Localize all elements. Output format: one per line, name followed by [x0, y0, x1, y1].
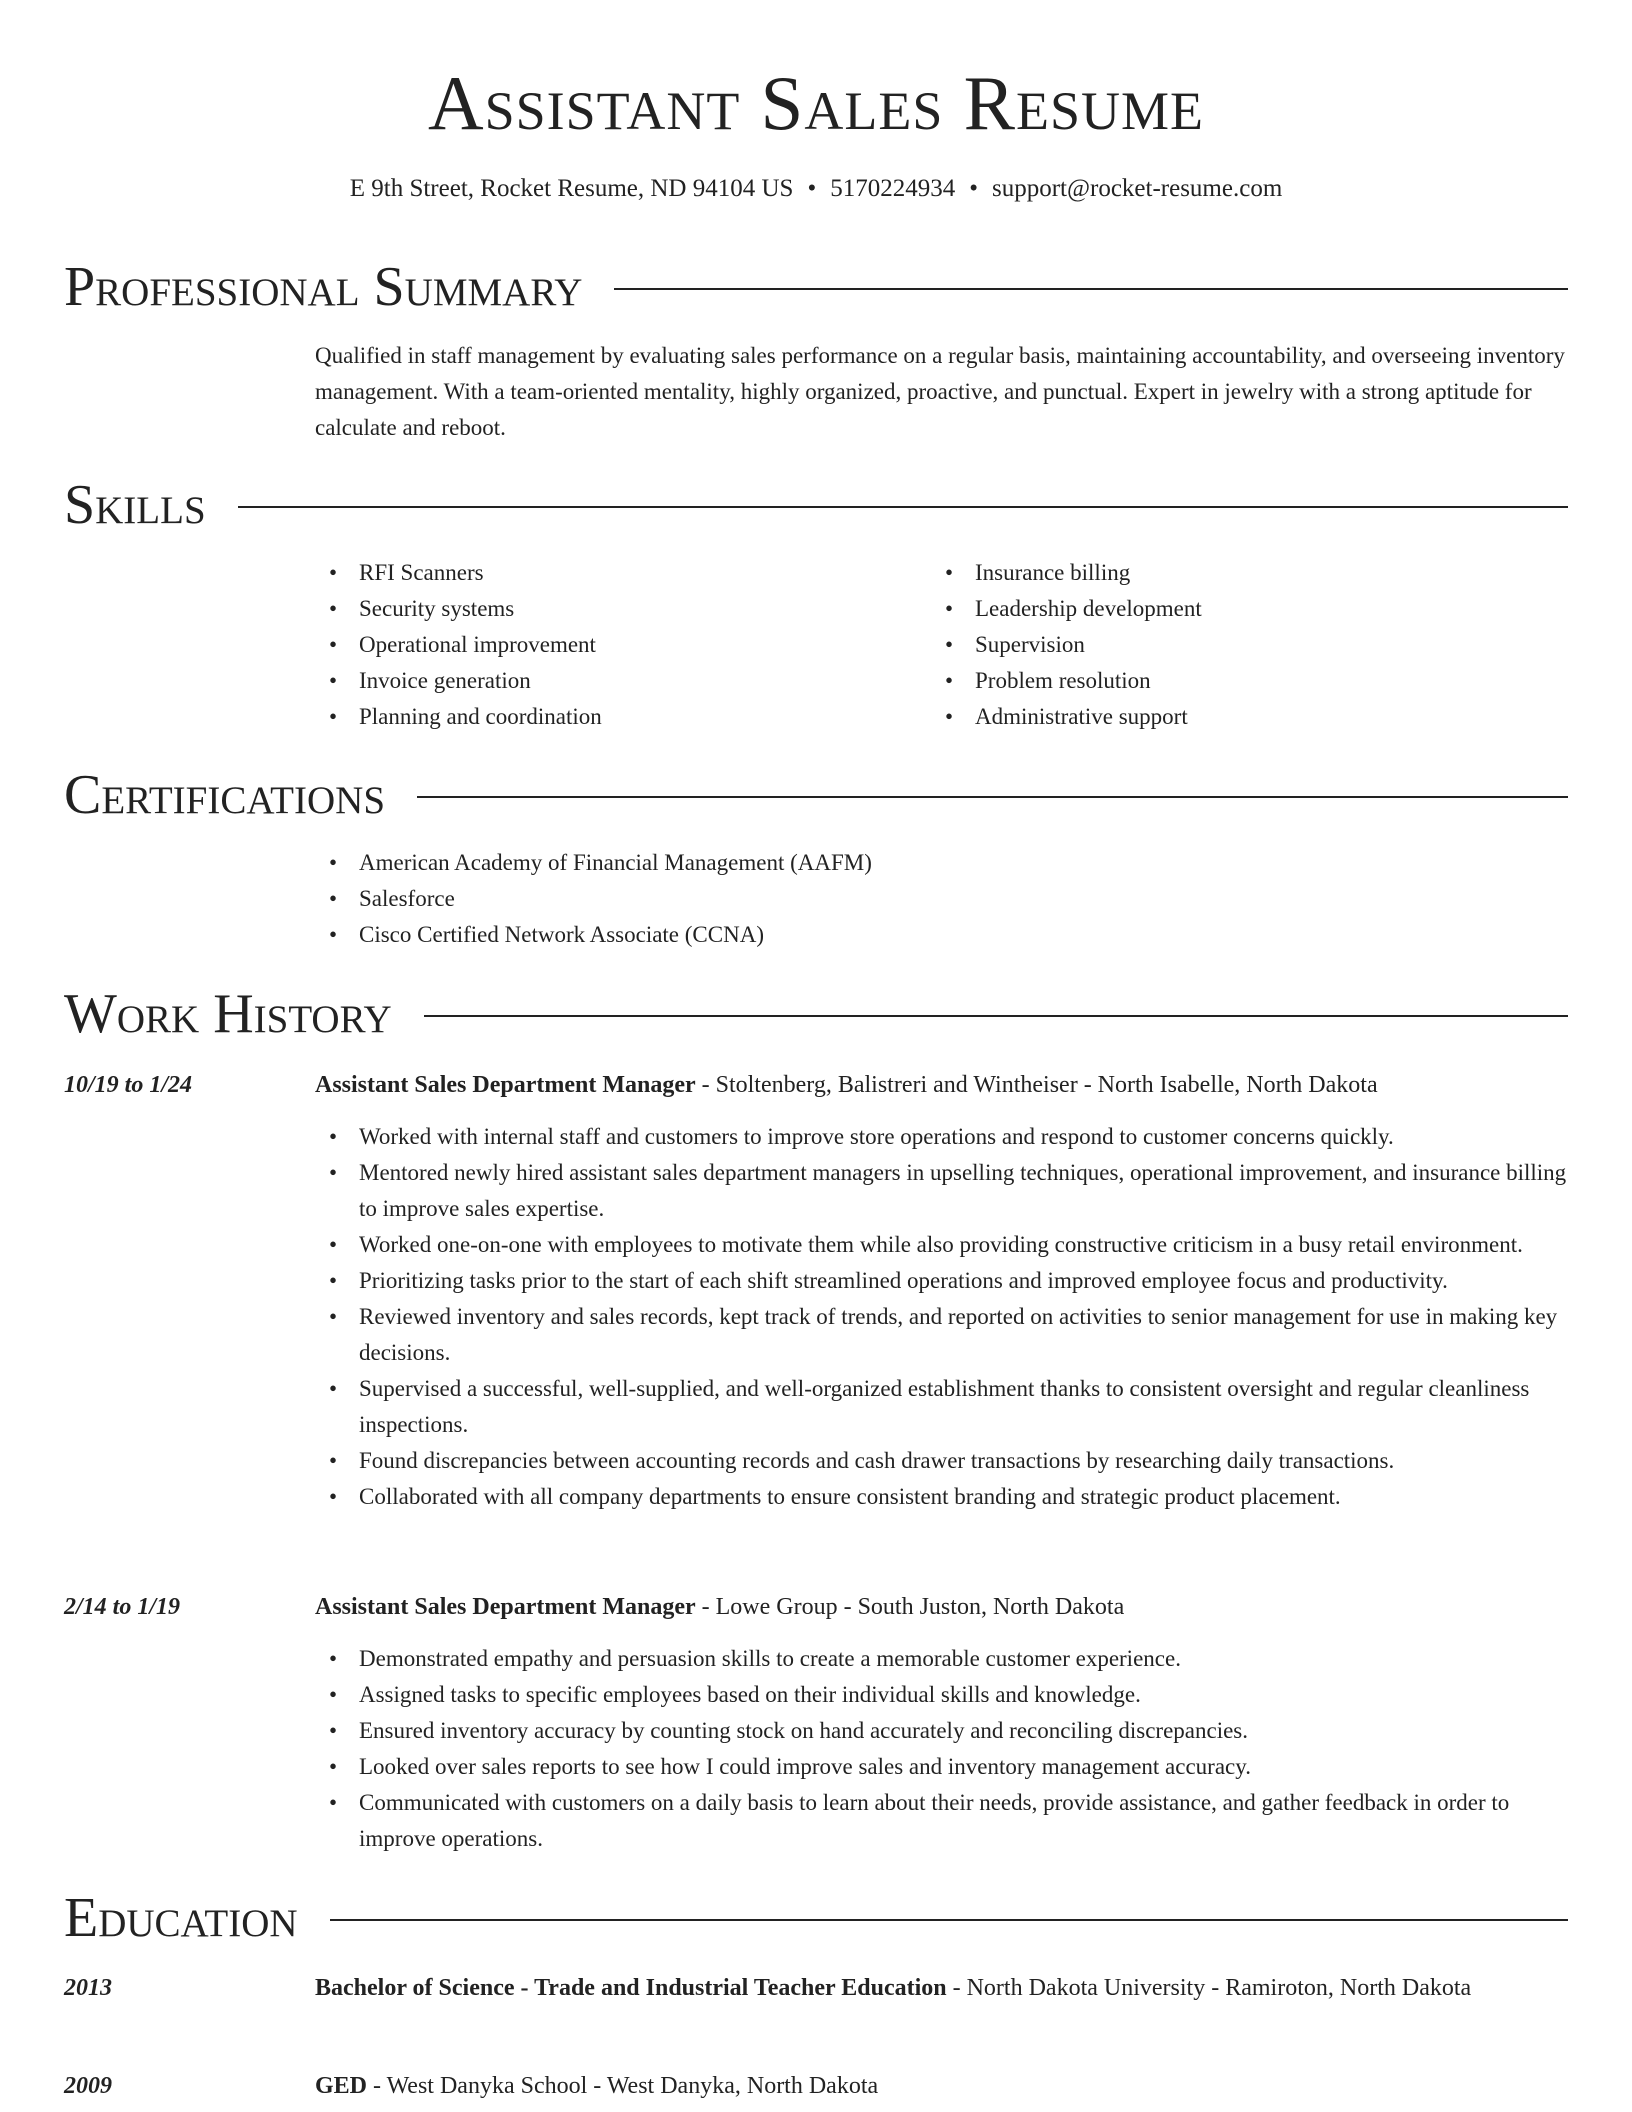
job-heading [315, 1588, 1568, 1626]
skill-item: • Problem resolution [931, 663, 1531, 699]
certification-item: • American Academy of Financial Management (AAFM) [315, 845, 1568, 881]
job-bullet: • Reviewed inventory and sales records, kept track of trends, and reported on activities to senior management for use in making key decisions. [315, 1299, 1568, 1371]
section-title: Certifications [64, 764, 386, 826]
job-bullet: • Found discrepancies between accounting records and cash drawer transactions by researching daily transactions. [315, 1443, 1568, 1479]
skill-item: • Planning and coordination [315, 699, 915, 735]
job-bullet: • Looked over sales reports to see how I could improve sales and inventory management accuracy. [315, 1749, 1568, 1785]
job-entry [315, 1066, 1568, 1104]
education-degree: GED [315, 2073, 368, 2099]
section-title: Skills [64, 474, 206, 536]
skills-column-right [931, 555, 1531, 735]
education-degree: Bachelor of Science - Trade and Industrial Teacher Education [315, 1975, 947, 2001]
certifications-block [315, 845, 1568, 953]
contact-email: support@rocket-resume.com [991, 175, 1283, 202]
resume-name: Assistant Sales Resume [427, 60, 1205, 146]
section-header-education [64, 1885, 1568, 1951]
section-header-work-history [64, 981, 1568, 1047]
section-header-certifications [64, 762, 1568, 828]
skill-item: • Insurance billing [931, 555, 1531, 591]
job-bullet: • Worked with internal staff and customers to improve store operations and respond to customer concerns quickly. [315, 1119, 1568, 1155]
education-line [315, 1969, 1568, 2007]
section-title: Professional Summary [64, 256, 583, 318]
education-entry [315, 1969, 1568, 2007]
section-title: Education [64, 1887, 298, 1949]
job-bullet: • Supervised a successful, well-supplied, and well-organized establishment thanks to consistent oversight and regular cleanliness inspections. [315, 1371, 1568, 1443]
skill-item: • Invoice generation [315, 663, 915, 699]
job-bullets [315, 1641, 1568, 1857]
job-bullets [315, 1119, 1568, 1515]
skills-column-left [315, 555, 915, 735]
section-header-skills [64, 472, 1568, 538]
contact-separator: • [807, 175, 817, 202]
contact-line [0, 172, 1632, 206]
skill-item: • Operational improvement [315, 627, 915, 663]
education-details: - North Dakota University - Ramiroton, North Dakota [946, 1975, 1472, 2001]
job-dates: 10/19 to 1/24 [64, 1072, 193, 1098]
job-entry [315, 1588, 1568, 1626]
summary-text: Qualified in staff management by evaluating sales performance on a regular basis, maintaining accountability, and overseeing inventory management. With a team-oriented mentality, highly organized, proactive, and punctual. Expert in jewelry with a strong aptitude for calculate and reboot. [315, 343, 1565, 440]
section-title: Work History [64, 983, 392, 1045]
summary-block [315, 338, 1568, 446]
section-divider [330, 1919, 1568, 1921]
job-bullet: • Collaborated with all company departments to ensure consistent branding and strategic product placement. [315, 1479, 1568, 1515]
skill-item: • RFI Scanners [315, 555, 915, 591]
job-heading [315, 1066, 1568, 1104]
education-line [315, 2067, 1568, 2105]
education-details: - West Danyka School - West Danyka, North Dakota [367, 2073, 879, 2099]
contact-phone: 5170224934 [830, 175, 956, 202]
education-year: 2013 [64, 1975, 112, 2001]
section-divider [614, 288, 1568, 290]
contact-separator: • [969, 175, 978, 202]
section-divider [424, 1015, 1568, 1017]
job-role: Assistant Sales Department Manager [315, 1072, 696, 1098]
skill-item: • Supervision [931, 627, 1531, 663]
job-dates: 2/14 to 1/19 [64, 1594, 181, 1620]
contact-address: E 9th Street, Rocket Resume, ND 94104 US [349, 175, 794, 202]
job-bullet: • Mentored newly hired assistant sales department managers in upselling techniques, operational improvement, and insurance billing to improve sales expertise. [315, 1155, 1568, 1227]
section-header-summary [64, 254, 1568, 320]
certification-item: • Salesforce [315, 881, 1568, 917]
job-bullet: • Demonstrated empathy and persuasion skills to create a memorable customer experience. [315, 1641, 1568, 1677]
education-year: 2009 [64, 2073, 112, 2099]
skill-item: • Leadership development [931, 591, 1531, 627]
section-divider [238, 506, 1568, 508]
job-bullet: • Ensured inventory accuracy by counting stock on hand accurately and reconciling discrepancies. [315, 1713, 1568, 1749]
education-entry [315, 2067, 1568, 2105]
skill-item: • Security systems [315, 591, 915, 627]
job-details: - Stoltenberg, Balistreri and Wintheiser - North Isabelle, North Dakota [695, 1072, 1378, 1098]
job-bullet: • Prioritizing tasks prior to the start of each shift streamlined operations and improved employee focus and productivity. [315, 1263, 1568, 1299]
job-bullet: • Assigned tasks to specific employees based on their individual skills and knowledge. [315, 1677, 1568, 1713]
job-role: Assistant Sales Department Manager [315, 1594, 696, 1620]
job-bullet: • Communicated with customers on a daily basis to learn about their needs, provide assistance, and gather feedback in order to improve operations. [315, 1785, 1568, 1857]
section-divider [417, 796, 1568, 798]
skill-item: • Administrative support [931, 699, 1531, 735]
job-bullet: • Worked one-on-one with employees to motivate them while also providing constructive criticism in a busy retail environment. [315, 1227, 1568, 1263]
job-details: - Lowe Group - South Juston, North Dakota [695, 1594, 1125, 1620]
certification-item: • Cisco Certified Network Associate (CCNA) [315, 917, 1568, 953]
